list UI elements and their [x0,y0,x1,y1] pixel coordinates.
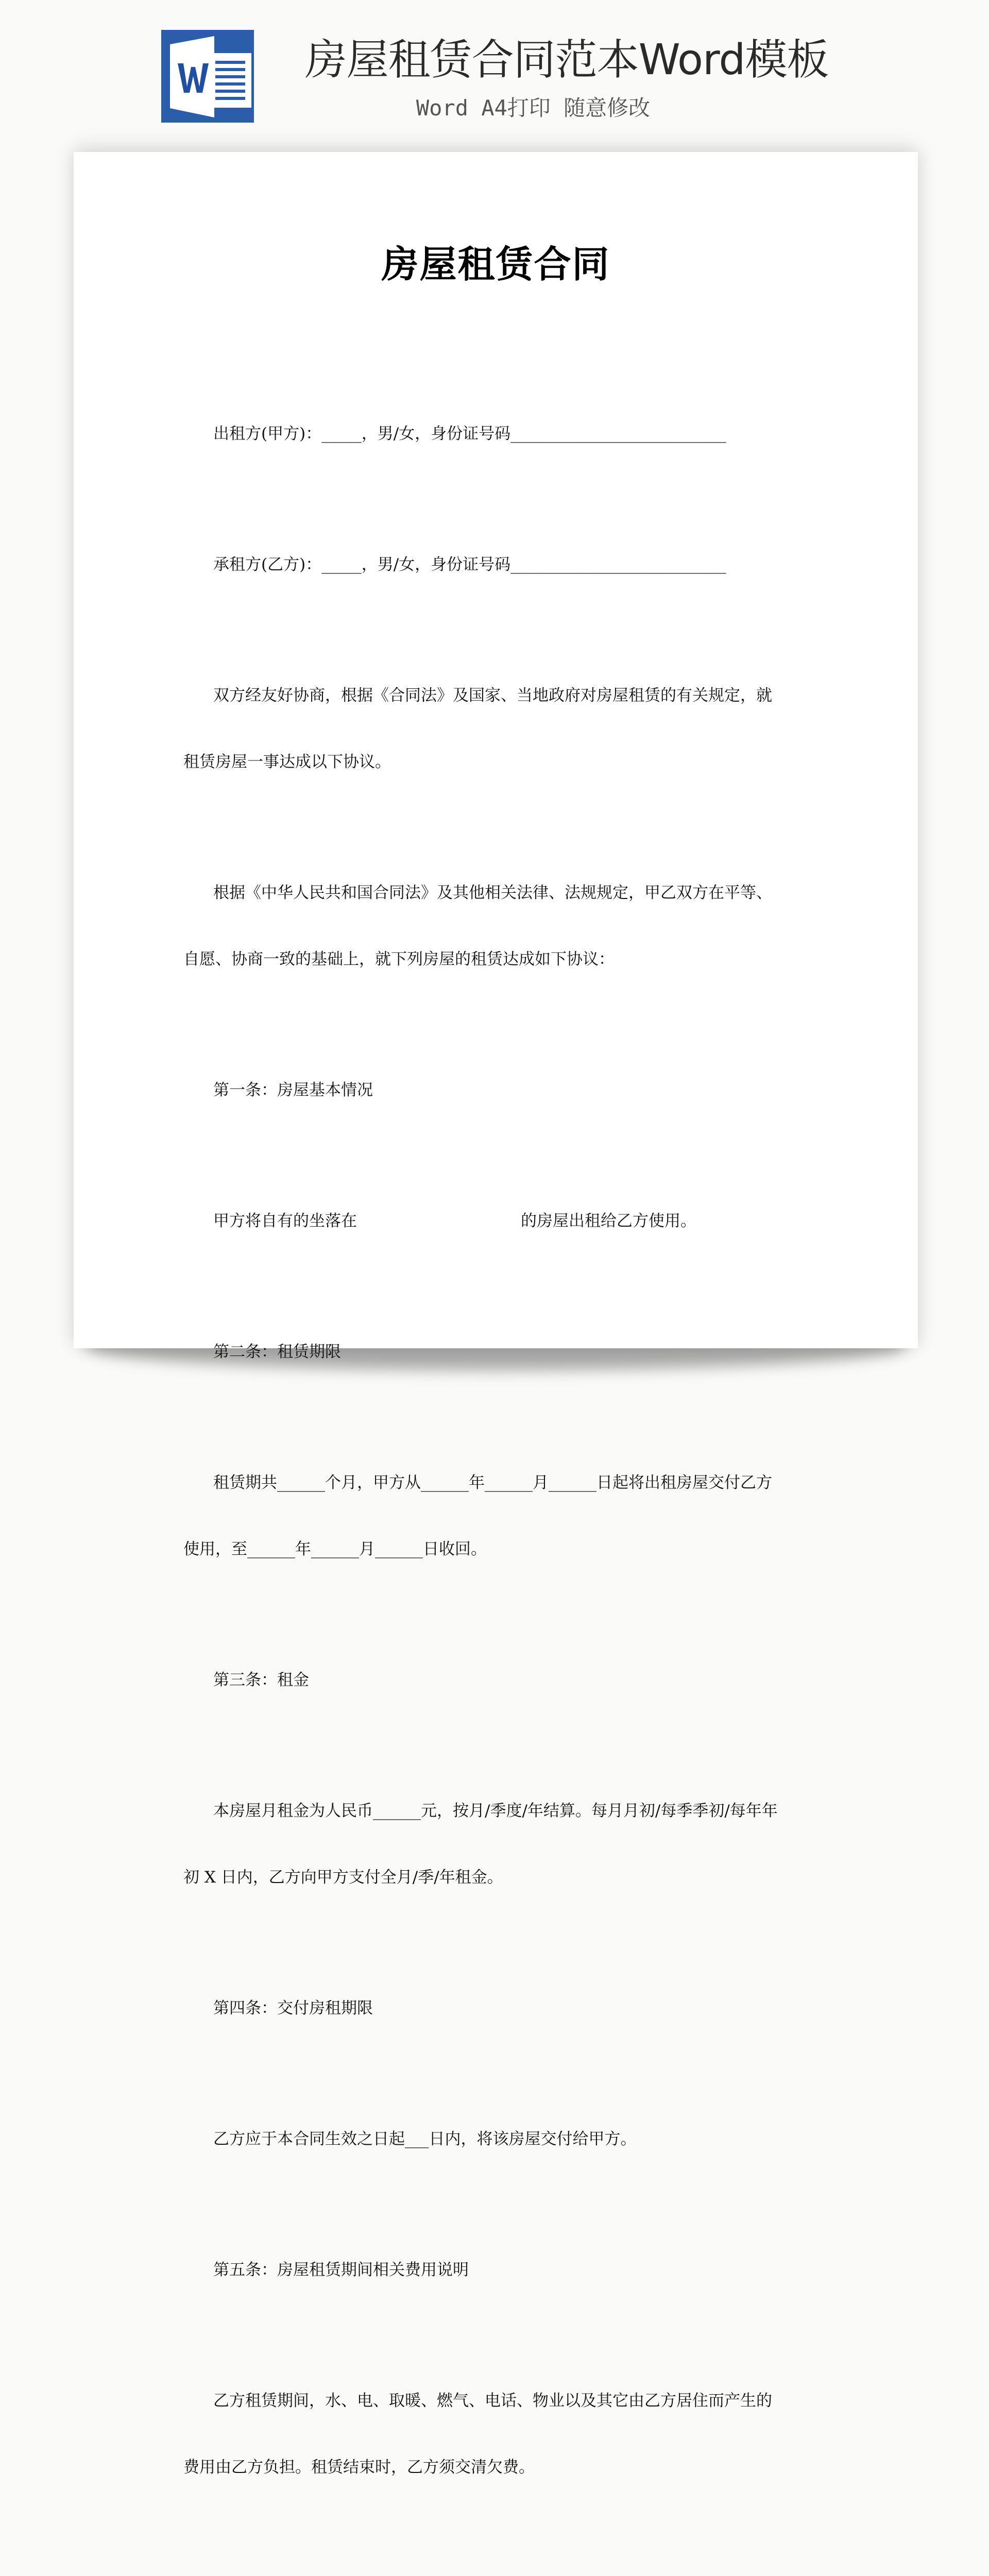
article-heading-text: 第三条：租金 [213,1671,309,1689]
paragraph-line: 本房屋月租金为人民币______元，按月/季度/年结算。每月月初/每季季初/每年年 [213,1802,778,1820]
banner-title: 房屋租赁合同范本Word模板 [304,36,829,84]
article-2-heading [183,1297,812,1408]
article-heading-text: 第二条：租赁期限 [213,1343,341,1361]
paragraph-line: 费用由乙方负担。租赁结束时，乙方须交清欠费。 [183,2458,535,2477]
paragraph-line: 使用，至______年______月______日收回。 [183,1540,487,1558]
document-page [74,152,918,2477]
article-5-body [183,2346,812,2523]
paragraph-line: 租赁期共______个月，甲方从______年______月______日起将出租房屋交付乙方 [213,1473,772,1492]
article-heading-text: 第五条：房屋租赁期间相关费用说明 [213,2261,469,2279]
article-2-body [183,1428,812,1605]
article-3-heading [183,1625,812,1736]
location-suffix: 的房屋出租给乙方使用。 [521,1212,696,1230]
lessee-text: 承租方(乙方)：_____，男/女，身份证号码___________________________ [213,555,726,574]
article-5-heading [183,2215,812,2326]
lessor-text: 出租方(甲方)：_____，男/女，身份证号码___________________________ [213,425,726,443]
paragraph-line: 双方经友好协商，根据《合同法》及国家、当地政府对房屋租赁的有关规定，就 [213,686,772,705]
document-body [183,379,812,2576]
paragraph-line: 自愿、协商一致的基础上，就下列房屋的租赁达成如下协议： [183,950,615,969]
article-1-heading [183,1035,812,1146]
paragraph-line: 乙方租赁期间，水、电、取暖、燃气、电话、物业以及其它由乙方居住而产生的 [213,2392,772,2410]
document-title: 房屋租赁合同 [381,242,610,286]
paragraph-line: 初 X 日内，乙方向甲方支付全月/季/年租金。 [183,1868,503,1887]
paragraph-line: 乙方应于本合同生效之日起___日内，将该房屋交付给甲方。 [213,2130,637,2148]
lessee-line [183,510,812,620]
article-heading-text: 第一条：房屋基本情况 [213,1081,373,1099]
paragraph-line: 根据《中华人民共和国合同法》及其他相关法律、法规规定，甲乙双方在平等、 [213,884,772,902]
banner-subtitle: Word A4打印 随意修改 [416,95,651,121]
word-document-icon [161,30,254,123]
paragraph-line: 租赁房屋一事达成以下协议。 [183,753,391,771]
article-4-body [183,2084,812,2195]
location-prefix: 甲方将自有的坐落在 [213,1212,357,1230]
article-4-heading [183,1953,812,2064]
preamble-paragraph [183,640,812,818]
lessor-line [183,379,812,489]
paragraph-line [183,1210,812,1232]
article-heading-text: 第四条：交付房租期限 [213,1999,373,2018]
article-1-body [183,1166,812,1277]
article-3-body [183,1756,812,1933]
legal-basis-paragraph [183,838,812,1015]
article-6-heading [183,2543,812,2576]
